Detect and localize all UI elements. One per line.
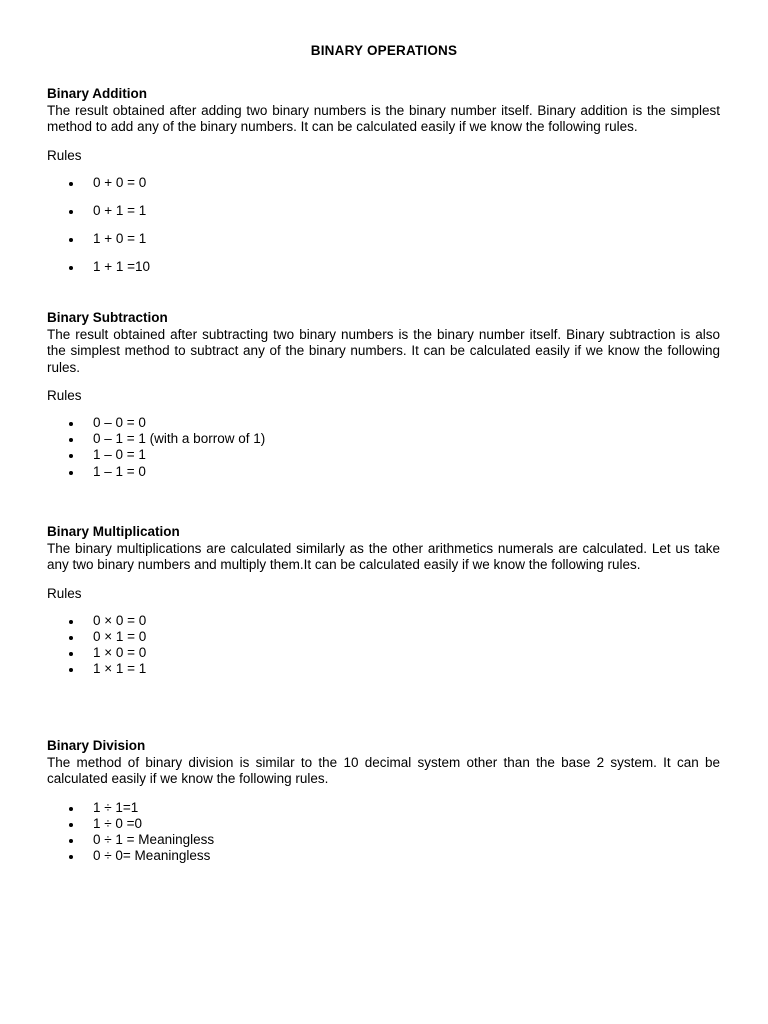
rules-list [47, 175, 720, 276]
rule-text: 1 – 0 = 1 [93, 447, 146, 463]
rule-text: 1 + 0 = 1 [93, 231, 147, 247]
bullet-icon [69, 438, 73, 442]
bullet-icon [69, 238, 73, 242]
list-item [47, 175, 720, 191]
section-binary-division [47, 737, 720, 865]
section-binary-multiplication [47, 523, 720, 678]
bullet-icon [69, 471, 73, 475]
section-binary-subtraction [47, 309, 720, 480]
rule-text: 1 × 0 = 0 [93, 645, 147, 661]
rule-text: 0 – 1 = 1 (with a borrow of 1) [93, 431, 266, 447]
section-binary-addition [47, 85, 720, 288]
bullet-icon [69, 668, 73, 672]
list-item [47, 613, 720, 629]
rule-text: 1 × 1 = 1 [93, 661, 147, 677]
list-item [47, 661, 720, 677]
list-item [47, 645, 720, 661]
bullet-icon [69, 422, 73, 426]
section-heading: Binary Addition [47, 86, 147, 101]
list-item [47, 800, 720, 816]
list-item [47, 832, 720, 848]
list-item [47, 231, 720, 247]
rule-text: 1 ÷ 0 =0 [93, 815, 143, 831]
rules-label: Rules [47, 585, 82, 601]
section-paragraph: The result obtained after subtracting two binary numbers is the binary number itself. Binary subtraction is also the simplest method to subtract any of the binary numbers. It can be calculated easily if we know the following rules. [47, 327, 720, 375]
list-item [47, 629, 720, 645]
bullet-icon [69, 823, 73, 827]
section-paragraph: The method of binary division is similar to the 10 decimal system other than the base 2 system. It can be calculated easily if we know the following rules. [47, 755, 720, 787]
list-item [47, 816, 720, 832]
bullet-icon [69, 182, 73, 186]
bullet-icon [69, 620, 73, 624]
rule-text: 1 + 1 =10 [93, 259, 151, 275]
section-heading: Binary Division [47, 738, 146, 753]
list-item [47, 203, 720, 219]
rule-text: 0 ÷ 0= Meaningless [93, 848, 211, 864]
rule-text: 0 × 1 = 0 [93, 628, 147, 644]
rules-list [47, 415, 720, 480]
section-paragraph: The binary multiplications are calculated similarly as the other arithmetics numerals are calculated. Let us take any two binary numbers and multiply them.It can be calculated easily if we know the following rules. [47, 541, 720, 573]
rules-list [47, 613, 720, 678]
list-item [47, 431, 720, 447]
bullet-icon [69, 636, 73, 640]
rule-text: 0 ÷ 1 = Meaningless [93, 832, 215, 848]
bullet-icon [69, 855, 73, 859]
rule-text: 1 – 1 = 0 [93, 463, 146, 479]
bullet-icon [69, 652, 73, 656]
rule-text: 1 ÷ 1=1 [93, 799, 139, 815]
list-item [47, 464, 720, 480]
section-heading: Binary Multiplication [47, 524, 180, 539]
bullet-icon [69, 266, 73, 270]
section-paragraph: The result obtained after adding two binary numbers is the binary number itself. Binary addition is the simplest method to add any of the binary numbers. It can be calculated easily if we know the following rules. [47, 103, 720, 135]
bullet-icon [69, 210, 73, 214]
bullet-icon [69, 839, 73, 843]
bullet-icon [69, 807, 73, 811]
rule-text: 0 – 0 = 0 [93, 414, 146, 430]
rule-text: 0 + 1 = 1 [93, 202, 147, 218]
rule-text: 0 + 0 = 0 [93, 174, 147, 190]
rule-text: 0 × 0 = 0 [93, 612, 147, 628]
list-item [47, 447, 720, 463]
rules-list [47, 800, 720, 865]
bullet-icon [69, 454, 73, 458]
section-heading: Binary Subtraction [47, 310, 168, 325]
document-title: BINARY OPERATIONS [310, 43, 458, 58]
list-item [47, 415, 720, 431]
list-item [47, 848, 720, 864]
list-item [47, 259, 720, 275]
rules-label: Rules [47, 147, 82, 163]
rules-label: Rules [47, 387, 82, 403]
